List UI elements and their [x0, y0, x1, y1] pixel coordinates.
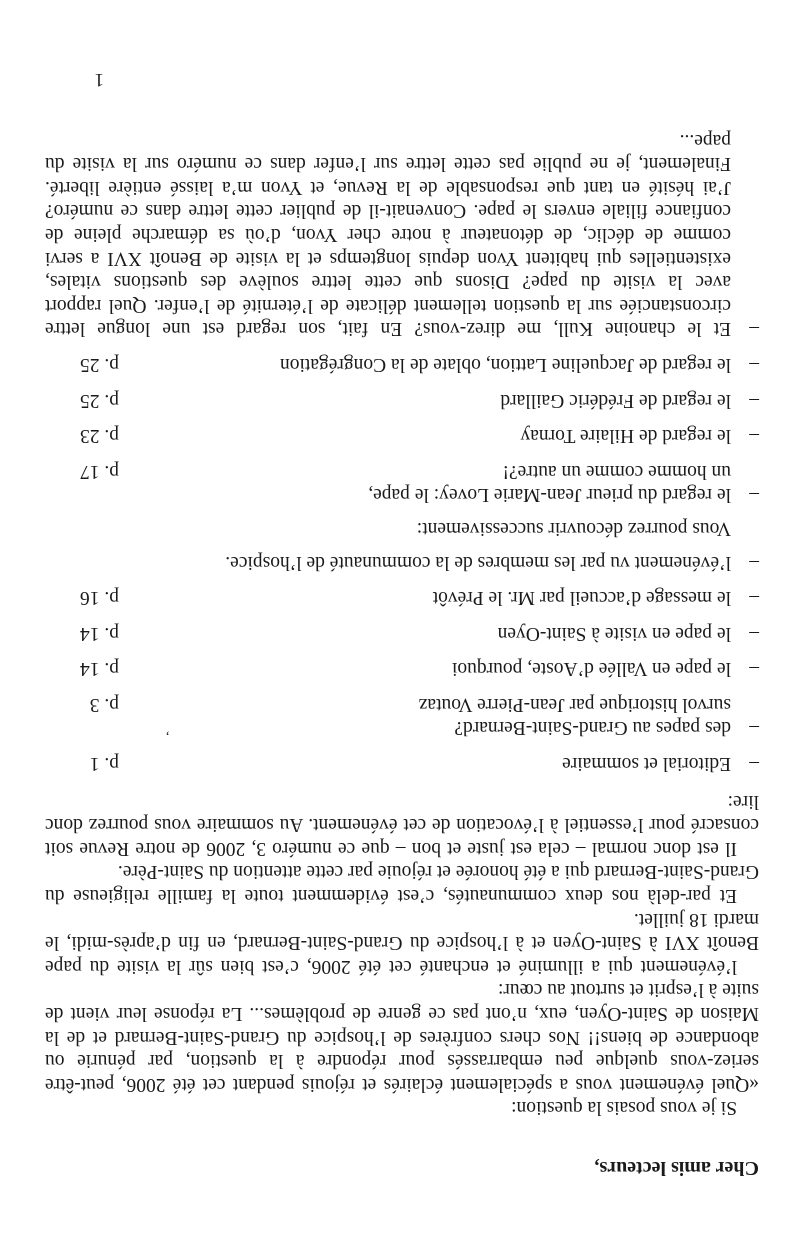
toc-entry-saint-oyen [45, 621, 759, 645]
list-dash: – [749, 587, 759, 609]
toc-entry-message-prevot [45, 586, 759, 610]
toc-entry-title: le regard de Jacqueline Lattion, oblate de la Congrégation [279, 353, 731, 375]
toc-entry-gaillard [45, 388, 759, 412]
list-dash: – [749, 753, 759, 775]
list-dash: – [749, 353, 759, 375]
toc-entry-vallee-aoste [45, 657, 759, 681]
toc-entry-subtitle: survol historique par Jean-Pierre Voutaz [418, 693, 731, 715]
toc-entry-title: le regard du prieur Jean-Marie Lovey: le pape, [368, 484, 731, 506]
toc-page-ref: p. 3 [89, 693, 119, 715]
table-of-contents [45, 128, 759, 775]
list-dash: – [749, 622, 759, 644]
toc-entry-title: le message d’accueil par Mr. le Prévôt [432, 587, 731, 609]
toc-page-ref: p. 23 [80, 425, 119, 447]
stray-mark: ’ [165, 722, 170, 737]
intro-question: Si je vous posais la question: [511, 1097, 737, 1119]
toc-entry-title: des papes au Grand-Saint-Bernard? [454, 717, 731, 739]
toc-entry-lattion [45, 352, 759, 376]
toc-entry-communaute [45, 550, 759, 574]
toc-page-ref: p. 14 [80, 658, 119, 680]
toc-entry-title: le regard de Hilaire Tornay [520, 425, 731, 447]
toc-page-ref: p. 14 [80, 622, 119, 644]
document-body [45, 116, 759, 1179]
list-dash: – [749, 484, 759, 506]
toc-entry-kull [45, 128, 759, 340]
toc-entry-editorial [45, 752, 759, 776]
intro-paragraph-4: Il est donc normal – cela est juste et bon – que ce numéro 3, 2006 de notre Revue soit consacré pour l’essentiel à l’évocation de cet événement. Au sommaire vous pourrez donc lire: [45, 790, 759, 859]
list-dash: – [749, 658, 759, 680]
toc-entry-title: le pape en Vallée d’Aoste, pourquoi [451, 658, 731, 680]
toc-entry-papes [45, 692, 759, 739]
intro-paragraph-2: l’événement qui a illuminé et enchanté cet été 2006, c’est bien sûr la visite du pape Benoît XVI à Saint-Oyen et à l’hospice du Grand-Saint-Bernard, en fin d’après-midi, le mardi 18 juillet. [45, 908, 759, 977]
list-dash: – [749, 389, 759, 411]
closing-paragraph: Et le chanoine Kull, me direz-vous? En fait, son regard est une longue lettre circonstanciée sur la question tellement délicate de l’éternité de l’enfer. Quel rapport avec la visite du pape? Disons que cette lettre soulève des questions vitales, existentielles qui habitent Yvon depuis longtemps et la visite de Benoît XVI a servi comme de déclic, de détonateur à notre cher Yvon, d’où sa démarche pleine de confiance filiale envers le pape. Convenait-il de publier cette lettre dans ce numéro? J’ai hésité en tant que responsable de la Revue, et Yvon m’a laissé entière liberté. Finalement, je ne publie pas cette lettre sur l’enfer dans ce numéro sur la visite du pape... [45, 129, 731, 340]
toc-page-ref: p. 1 [89, 753, 119, 775]
page-title: Cher amis lecteurs, [594, 1157, 759, 1179]
list-dash: – [749, 318, 759, 340]
page-number: 1 [94, 69, 104, 90]
toc-entry-title: le regard de Frédéric Gaillard [500, 389, 731, 411]
toc-entry-lovey [45, 459, 759, 506]
list-dash: – [749, 551, 759, 573]
toc-page-ref: p. 25 [80, 353, 119, 375]
toc-entry-subtitle: un homme comme un autre?! [502, 460, 731, 482]
intro-paragraph-3: Et par-delà nos deux communautés, c’est évidemment toute la famille religieuse du Grand-Saint-Bernard qui a été honorée et réjouie par cette attention du Saint-Père. [45, 861, 759, 907]
toc-page-ref: p. 16 [80, 587, 119, 609]
toc-subheading: Vous pourrez découvrir successivement: [416, 517, 731, 539]
list-dash: – [749, 717, 759, 739]
toc-entry-title: Editorial et sommaire [562, 753, 731, 775]
list-dash: – [749, 425, 759, 447]
toc-page-ref: p. 17 [80, 460, 119, 482]
intro-paragraph-1: «Quel événement vous a spécialement éclairés et réjouis pendant cet été 2006, peut-être seriez-vous quelque peu embarrassés pour répondre à la question, par pénurie ou abondance de biens!! Nos chers confrères de l’hospice du Grand-Saint-Bernard et de la Maison de Saint-Oyen, eux, n’ont pas ce genre de problèmes... La réponse leur vient de suite à l’esprit et surtout au cœur: [45, 979, 759, 1095]
toc-entry-title: le pape en visite à Saint-Oyen [497, 622, 731, 644]
toc-entry-tornay [45, 424, 759, 448]
toc-page-ref: p. 25 [80, 389, 119, 411]
toc-entry-title: l’événement vu par les membres de la communauté de l’hospice. [225, 551, 731, 573]
